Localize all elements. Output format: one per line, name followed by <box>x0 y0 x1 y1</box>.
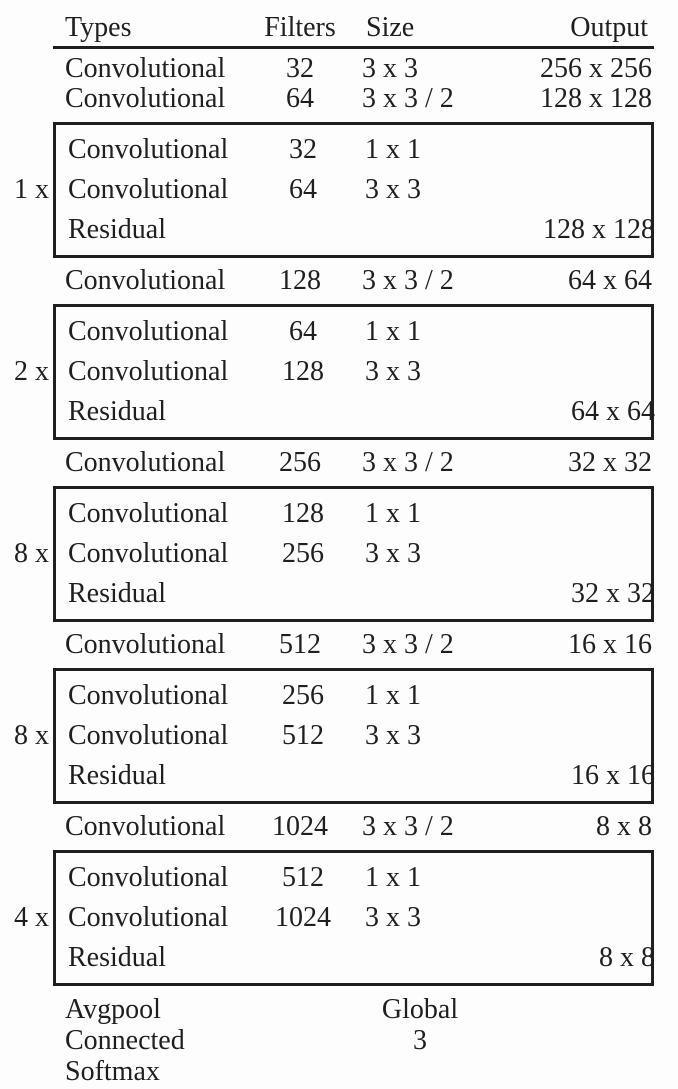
cell-filters <box>263 574 363 614</box>
residual-block-4 <box>14 668 655 804</box>
cell-size: 3 <box>413 1025 427 1056</box>
cell-size: 3 x 3 / 2 <box>362 265 454 296</box>
cell-type: Convolutional <box>68 862 229 893</box>
cell-size: 3 x 3 <box>365 902 421 933</box>
table-row <box>56 494 651 534</box>
cell-filters: 128 <box>282 356 324 387</box>
header-rule <box>53 46 654 49</box>
block-multiplier: 2 x <box>14 356 49 387</box>
cell-type: Residual <box>68 578 166 609</box>
table-row <box>53 84 654 114</box>
block-multiplier: 4 x <box>14 902 49 933</box>
cell-output <box>503 898 657 938</box>
table-row <box>56 898 651 938</box>
cell-type: Convolutional <box>68 538 229 569</box>
cell-size: 1 x 1 <box>365 862 421 893</box>
cell-filters: 64 <box>286 83 314 114</box>
col-header-output: Output <box>570 12 648 43</box>
residual-block-2 <box>14 304 655 440</box>
cell-filters: 256 <box>282 538 324 569</box>
cell-size <box>360 1056 500 1087</box>
residual-block-1 <box>14 122 655 258</box>
table-row <box>56 716 651 756</box>
table-row <box>56 858 651 898</box>
cell-type: Convolutional <box>65 447 226 478</box>
cell-size: 3 x 3 <box>365 720 421 751</box>
col-header-types: Types <box>65 12 132 43</box>
cell-size: 3 x 3 <box>362 53 418 84</box>
cell-type: Connected <box>65 1025 185 1056</box>
cell-output <box>503 676 657 716</box>
cell-type: Convolutional <box>68 498 229 529</box>
cell-size: 1 x 1 <box>365 498 421 529</box>
table-row <box>53 630 654 660</box>
cell-filters: 64 <box>289 316 317 347</box>
cell-filters <box>260 994 360 1025</box>
cell-filters: 512 <box>282 862 324 893</box>
table-row <box>56 392 655 432</box>
cell-filters: 512 <box>279 629 321 660</box>
cell-type: Convolutional <box>68 902 229 933</box>
cell-output: 8 x 8 <box>596 811 652 842</box>
cell-size: 3 x 3 <box>365 538 421 569</box>
residual-block-box <box>53 122 654 258</box>
cell-output: 16 x 16 <box>568 629 652 660</box>
cell-filters <box>263 938 363 978</box>
cell-filters <box>260 1056 360 1087</box>
cell-size <box>363 756 503 796</box>
cell-filters: 64 <box>289 174 317 205</box>
cell-output: 32 x 32 <box>568 447 652 478</box>
cell-filters: 1024 <box>275 902 331 933</box>
cell-filters: 32 <box>286 53 314 84</box>
cell-filters: 32 <box>289 134 317 165</box>
cell-output <box>503 534 657 574</box>
cell-output <box>503 170 657 210</box>
cell-filters <box>263 210 363 250</box>
cell-filters: 256 <box>279 447 321 478</box>
cell-type: Convolutional <box>65 629 226 660</box>
cell-type: Residual <box>68 396 166 427</box>
table-row <box>56 574 655 614</box>
cell-output: 32 x 32 <box>571 578 655 609</box>
cell-size: 1 x 1 <box>365 134 421 165</box>
cell-type: Residual <box>68 942 166 973</box>
table-row <box>56 676 651 716</box>
block-multiplier: 8 x <box>14 720 49 751</box>
cell-size: 3 x 3 / 2 <box>362 83 454 114</box>
cell-filters: 512 <box>282 720 324 751</box>
cell-type: Convolutional <box>68 356 229 387</box>
table-row <box>56 534 651 574</box>
cell-size: 3 x 3 <box>365 356 421 387</box>
cell-output <box>503 716 657 756</box>
table-row <box>53 1056 654 1087</box>
cell-filters: 256 <box>282 680 324 711</box>
table-row <box>56 210 655 250</box>
block-multiplier: 8 x <box>14 538 49 569</box>
cell-size: 3 x 3 / 2 <box>362 629 454 660</box>
residual-block-3 <box>14 486 655 622</box>
table-row <box>53 54 654 84</box>
cell-type: Convolutional <box>68 720 229 751</box>
cell-size: 3 x 3 <box>365 174 421 205</box>
cell-filters <box>260 1025 360 1056</box>
cell-filters <box>263 756 363 796</box>
table-header <box>53 10 654 46</box>
cell-size: Global <box>381 994 459 1025</box>
cell-type: Convolutional <box>68 134 229 165</box>
table-row <box>56 352 651 392</box>
cell-output: 128 x 128 <box>540 83 652 114</box>
table-row <box>56 170 651 210</box>
cell-type: Convolutional <box>65 265 226 296</box>
residual-block-5 <box>14 850 655 986</box>
cell-size: 3 x 3 / 2 <box>362 447 454 478</box>
cell-type: Convolutional <box>68 174 229 205</box>
table-row <box>56 312 651 352</box>
cell-size: 1 x 1 <box>365 680 421 711</box>
table-row <box>56 756 655 796</box>
col-header-filters: Filters <box>264 12 336 43</box>
table-row <box>56 938 655 978</box>
block-multiplier: 1 x <box>14 174 49 205</box>
cell-type: Residual <box>68 214 166 245</box>
cell-output: 16 x 16 <box>571 760 655 791</box>
cell-type: Convolutional <box>68 680 229 711</box>
cell-type: Convolutional <box>68 316 229 347</box>
cell-output: 256 x 256 <box>540 53 652 84</box>
cell-output <box>500 1056 654 1087</box>
cell-size: 1 x 1 <box>365 316 421 347</box>
table-row <box>53 1025 654 1056</box>
cell-type: Convolutional <box>65 53 226 84</box>
cell-size <box>363 574 503 614</box>
cell-type: Avgpool <box>65 994 161 1025</box>
cell-filters: 1024 <box>272 811 328 842</box>
residual-block-box <box>53 304 654 440</box>
table-row <box>53 994 654 1025</box>
cell-output <box>503 494 657 534</box>
residual-block-box <box>53 486 654 622</box>
cell-filters <box>263 392 363 432</box>
cell-output <box>503 312 657 352</box>
architecture-table <box>14 0 655 1087</box>
cell-output: 64 x 64 <box>568 265 652 296</box>
cell-output <box>503 858 657 898</box>
cell-output <box>500 1025 654 1056</box>
cell-type: Convolutional <box>65 811 226 842</box>
cell-type: Softmax <box>65 1056 160 1087</box>
table-row <box>53 448 654 478</box>
residual-block-box <box>53 668 654 804</box>
cell-output <box>503 130 657 170</box>
cell-type: Residual <box>68 760 166 791</box>
cell-filters: 128 <box>279 265 321 296</box>
table-footer <box>53 994 654 1087</box>
col-header-size: Size <box>366 12 415 43</box>
cell-output <box>500 994 654 1025</box>
cell-filters: 128 <box>282 498 324 529</box>
residual-block-box <box>53 850 654 986</box>
cell-size: 3 x 3 / 2 <box>362 811 454 842</box>
cell-output: 8 x 8 <box>599 942 655 973</box>
cell-output <box>503 352 657 392</box>
cell-output: 64 x 64 <box>571 396 655 427</box>
cell-size <box>363 210 503 250</box>
cell-size <box>363 392 503 432</box>
cell-output: 128 x 128 <box>543 214 655 245</box>
table-row <box>53 266 654 296</box>
table-row <box>53 812 654 842</box>
cell-type: Convolutional <box>65 83 226 114</box>
cell-size <box>363 938 503 978</box>
table-row <box>56 130 651 170</box>
